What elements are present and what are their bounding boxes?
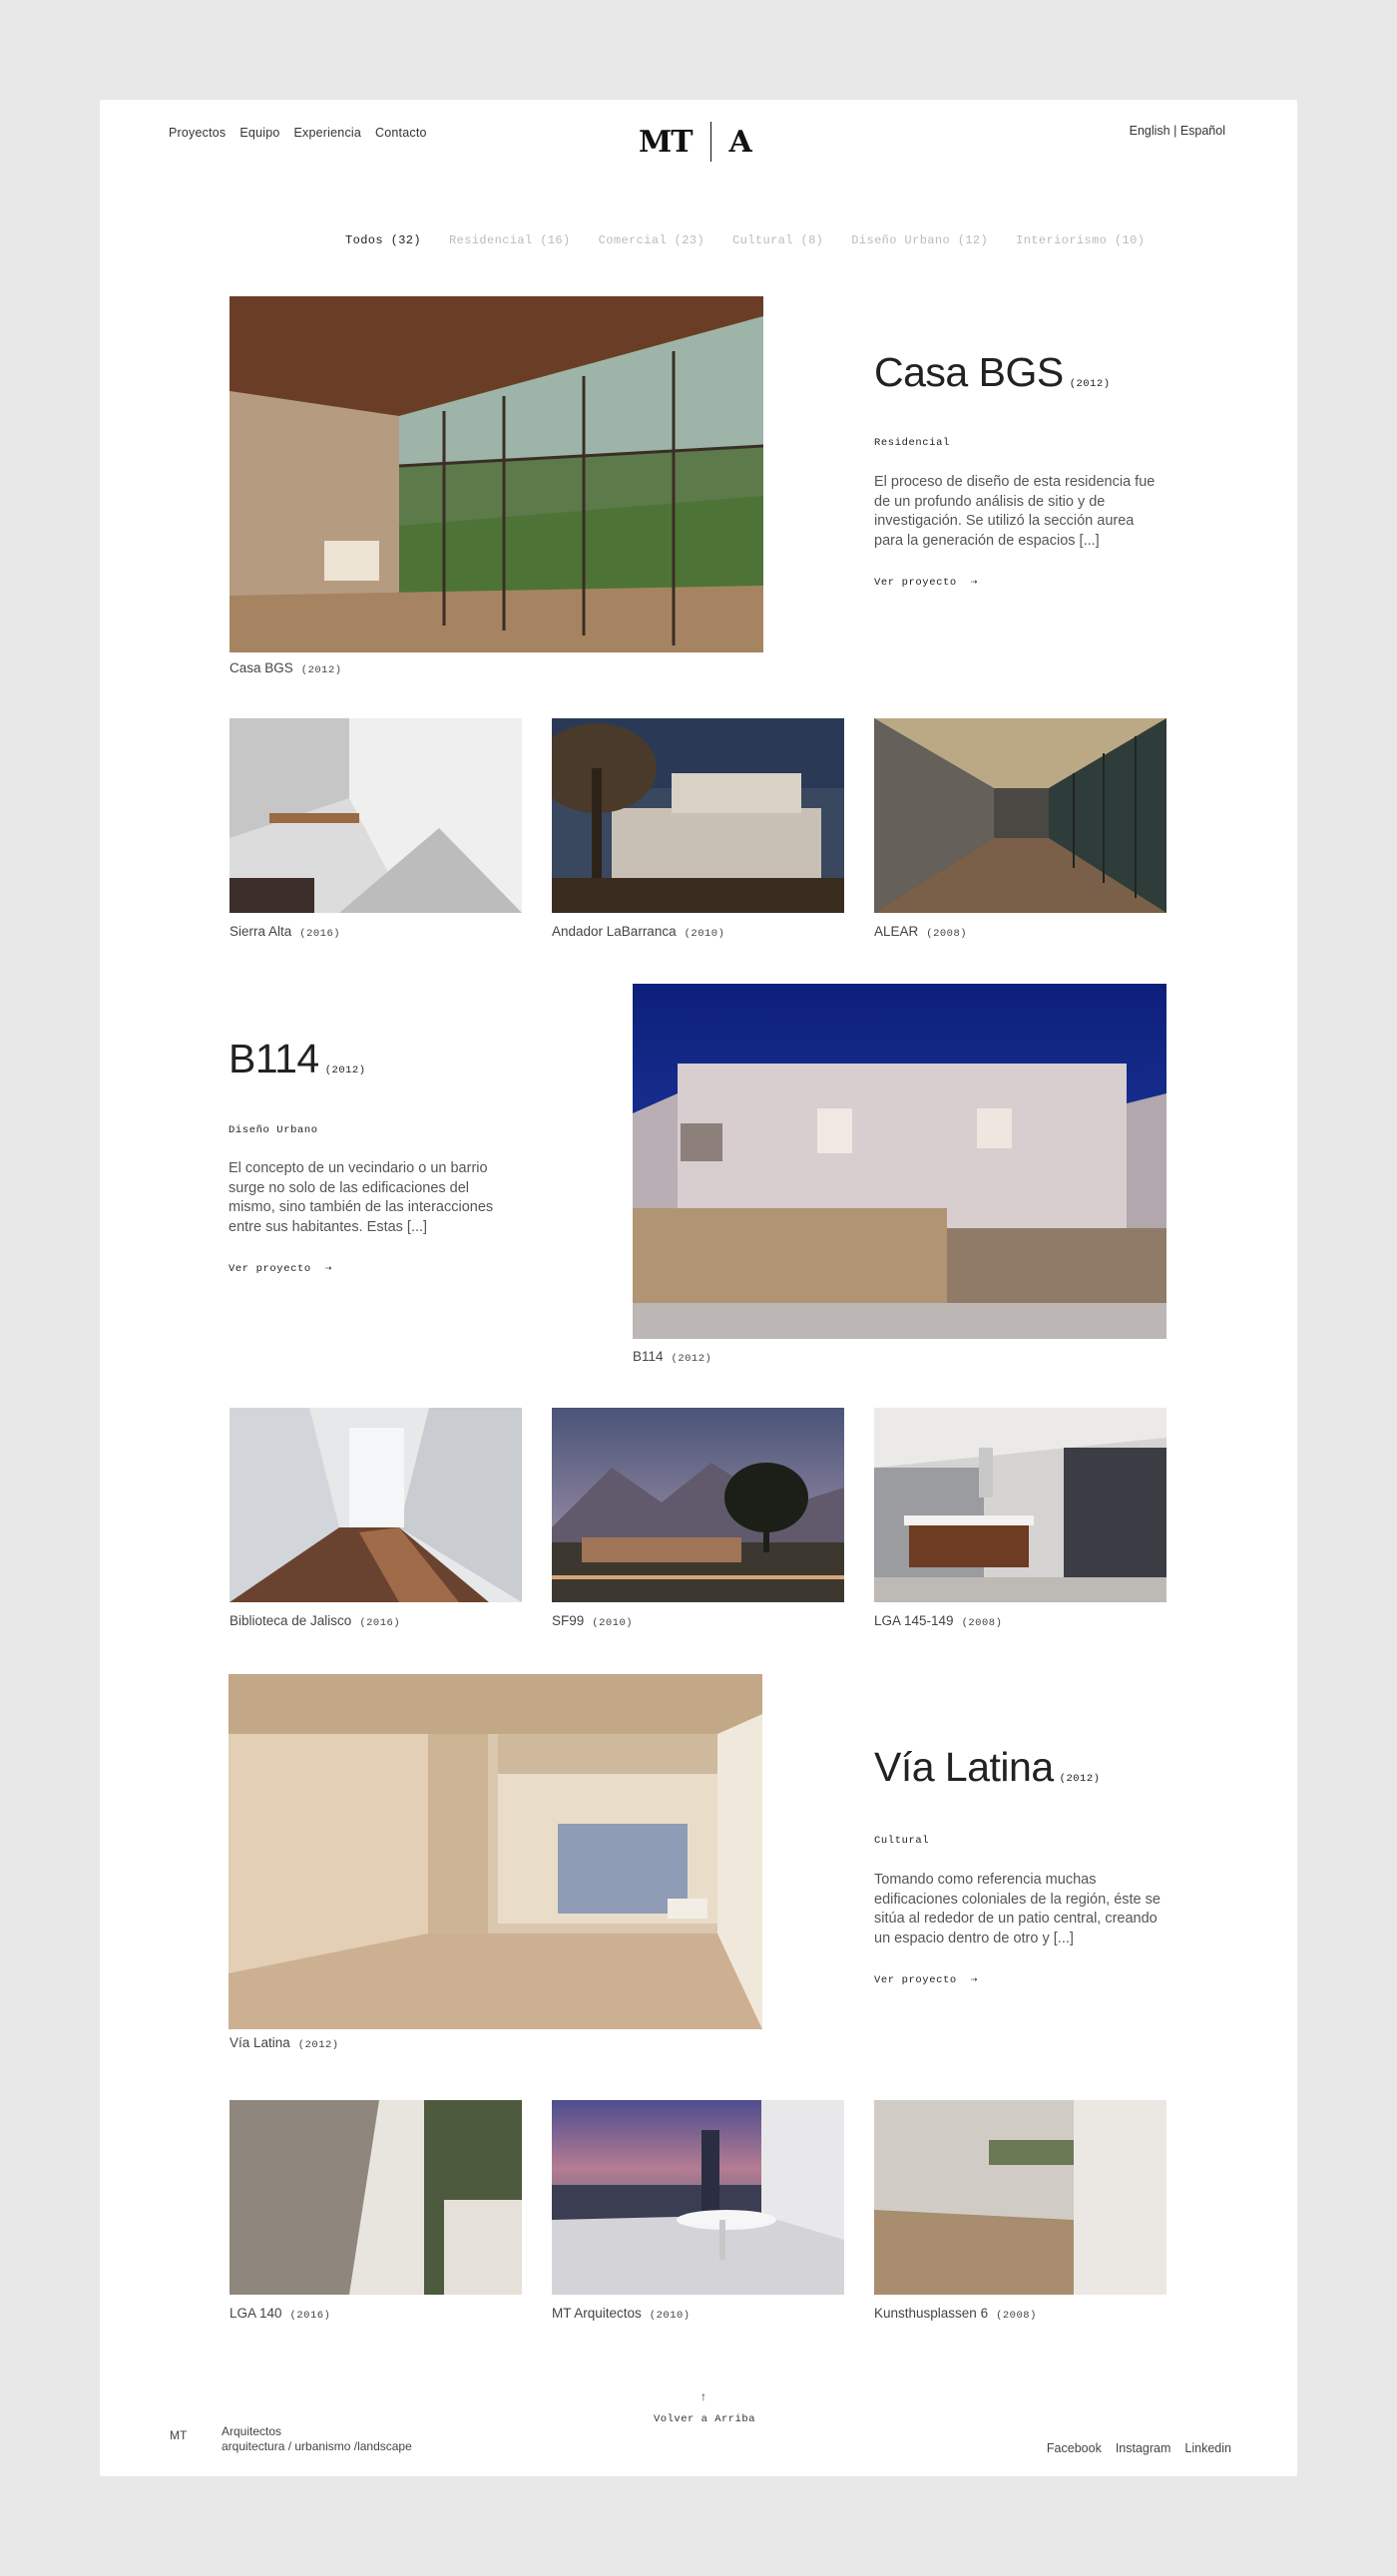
lga-140-photo[interactable] bbox=[230, 2100, 522, 2295]
via-latina-link[interactable]: Ver proyecto ⇢ bbox=[874, 1974, 978, 1986]
arrow-right-icon: ⇢ bbox=[970, 1974, 978, 1986]
mt-arquitectos-photo[interactable] bbox=[552, 2100, 844, 2295]
back-to-top[interactable] bbox=[654, 2389, 756, 2425]
b114-caption[interactable]: B114 (2012) bbox=[633, 1349, 712, 1365]
filter-residencial[interactable]: Residencial (16) bbox=[449, 233, 571, 247]
casa-bgs-description: El proceso de diseño de esta residencia fue de un profundo análisis de sitio y de investigación. Se utilizó la sección aurea para la generación de espacios [...] bbox=[874, 474, 1156, 549]
logo-divider bbox=[710, 122, 711, 162]
footer-name: Arquitectos bbox=[222, 2424, 282, 2438]
linkedin-link[interactable]: Linkedin bbox=[1184, 2441, 1231, 2455]
sierra-alta-caption[interactable]: Sierra Alta (2016) bbox=[230, 924, 341, 940]
footer-brand: MT bbox=[170, 2428, 188, 2442]
instagram-link[interactable]: Instagram bbox=[1115, 2441, 1171, 2455]
casa-bgs-category: Residencial bbox=[874, 437, 950, 449]
page-card bbox=[100, 100, 1297, 2476]
filter-cultural[interactable]: Cultural (8) bbox=[732, 233, 824, 247]
facebook-link[interactable]: Facebook bbox=[1046, 2441, 1102, 2455]
alear-caption[interactable]: ALEAR (2008) bbox=[874, 924, 968, 940]
lga-145-149-photo[interactable] bbox=[874, 1408, 1166, 1602]
nav-proyectos[interactable]: Proyectos bbox=[169, 126, 227, 140]
kunsthusplassen-6-caption[interactable]: Kunsthusplassen 6 (2008) bbox=[874, 2306, 1037, 2322]
casa-bgs-link[interactable]: Ver proyecto ⇢ bbox=[874, 577, 978, 589]
category-filters bbox=[345, 230, 1172, 248]
lga-145-149-caption[interactable]: LGA 145-149 (2008) bbox=[874, 1613, 1003, 1629]
mt-arquitectos-caption[interactable]: MT Arquitectos (2010) bbox=[552, 2306, 691, 2322]
filter-diseno-urbano[interactable]: Diseño Urbano (12) bbox=[851, 233, 989, 247]
sierra-alta-photo[interactable] bbox=[230, 718, 522, 913]
alear-photo[interactable] bbox=[874, 718, 1166, 913]
biblioteca-de-jalisco-photo[interactable] bbox=[230, 1408, 522, 1602]
sf99-caption[interactable]: SF99 (2010) bbox=[552, 1613, 634, 1629]
via-latina-caption[interactable]: Vía Latina (2012) bbox=[230, 2035, 339, 2051]
logo[interactable] bbox=[639, 122, 751, 162]
arrow-right-icon: ⇢ bbox=[970, 577, 978, 589]
main-nav bbox=[169, 124, 441, 142]
footer-info bbox=[222, 2424, 412, 2454]
nav-experiencia[interactable]: Experiencia bbox=[293, 126, 362, 140]
biblioteca-de-jalisco-caption[interactable]: Biblioteca de Jalisco (2016) bbox=[230, 1613, 401, 1629]
nav-equipo[interactable]: Equipo bbox=[239, 126, 280, 140]
b114-photo[interactable] bbox=[633, 984, 1166, 1339]
footer-tagline: arquitectura / urbanismo /landscape bbox=[222, 2439, 412, 2453]
via-latina-category: Cultural bbox=[874, 1835, 930, 1847]
kunsthusplassen-6-photo[interactable] bbox=[874, 2100, 1166, 2295]
b114-category: Diseño Urbano bbox=[229, 1124, 318, 1136]
andador-labarranca-photo[interactable] bbox=[552, 718, 844, 913]
back-to-top-label: Volver a Arriba bbox=[654, 2413, 756, 2425]
lga-140-caption[interactable]: LGA 140 (2016) bbox=[230, 2306, 331, 2322]
filter-comercial[interactable]: Comercial (23) bbox=[598, 233, 705, 247]
filter-interiorismo[interactable]: Interiorismo (10) bbox=[1016, 233, 1146, 247]
arrow-right-icon: ⇢ bbox=[324, 1263, 332, 1275]
social-links bbox=[1033, 2439, 1231, 2457]
logo-a: A bbox=[728, 124, 751, 160]
andador-labarranca-caption[interactable]: Andador LaBarranca (2010) bbox=[552, 924, 725, 940]
filter-todos[interactable]: Todos (32) bbox=[345, 233, 422, 247]
via-latina-title: Vía Latina (2012) bbox=[874, 1744, 1101, 1790]
b114-description: El concepto de un vecindario o un barrio surge no solo de las edificaciones del mismo, sino también de las interacciones entre sus habitantes. Estas [...] bbox=[229, 1160, 494, 1235]
b114-title: B114 (2012) bbox=[229, 1036, 366, 1081]
nav-contacto[interactable]: Contacto bbox=[375, 126, 427, 140]
via-latina-description: Tomando como referencia muchas edificaciones coloniales de la región, éste se sitúa al rededor de un patio central, creando un espacio dentro de otro y [...] bbox=[874, 1872, 1161, 1946]
arrow-up-icon: ↑ bbox=[700, 2389, 706, 2403]
logo-mt: MT bbox=[639, 124, 693, 160]
via-latina-photo[interactable] bbox=[229, 1674, 762, 2029]
b114-link[interactable]: Ver proyecto ⇢ bbox=[229, 1263, 332, 1275]
casa-bgs-caption[interactable]: Casa BGS (2012) bbox=[230, 660, 342, 676]
language-switcher[interactable]: English | Español bbox=[1129, 124, 1225, 138]
sf99-photo[interactable] bbox=[552, 1408, 844, 1602]
casa-bgs-title: Casa BGS (2012) bbox=[874, 349, 1111, 395]
casa-bgs-photo[interactable] bbox=[230, 296, 763, 652]
